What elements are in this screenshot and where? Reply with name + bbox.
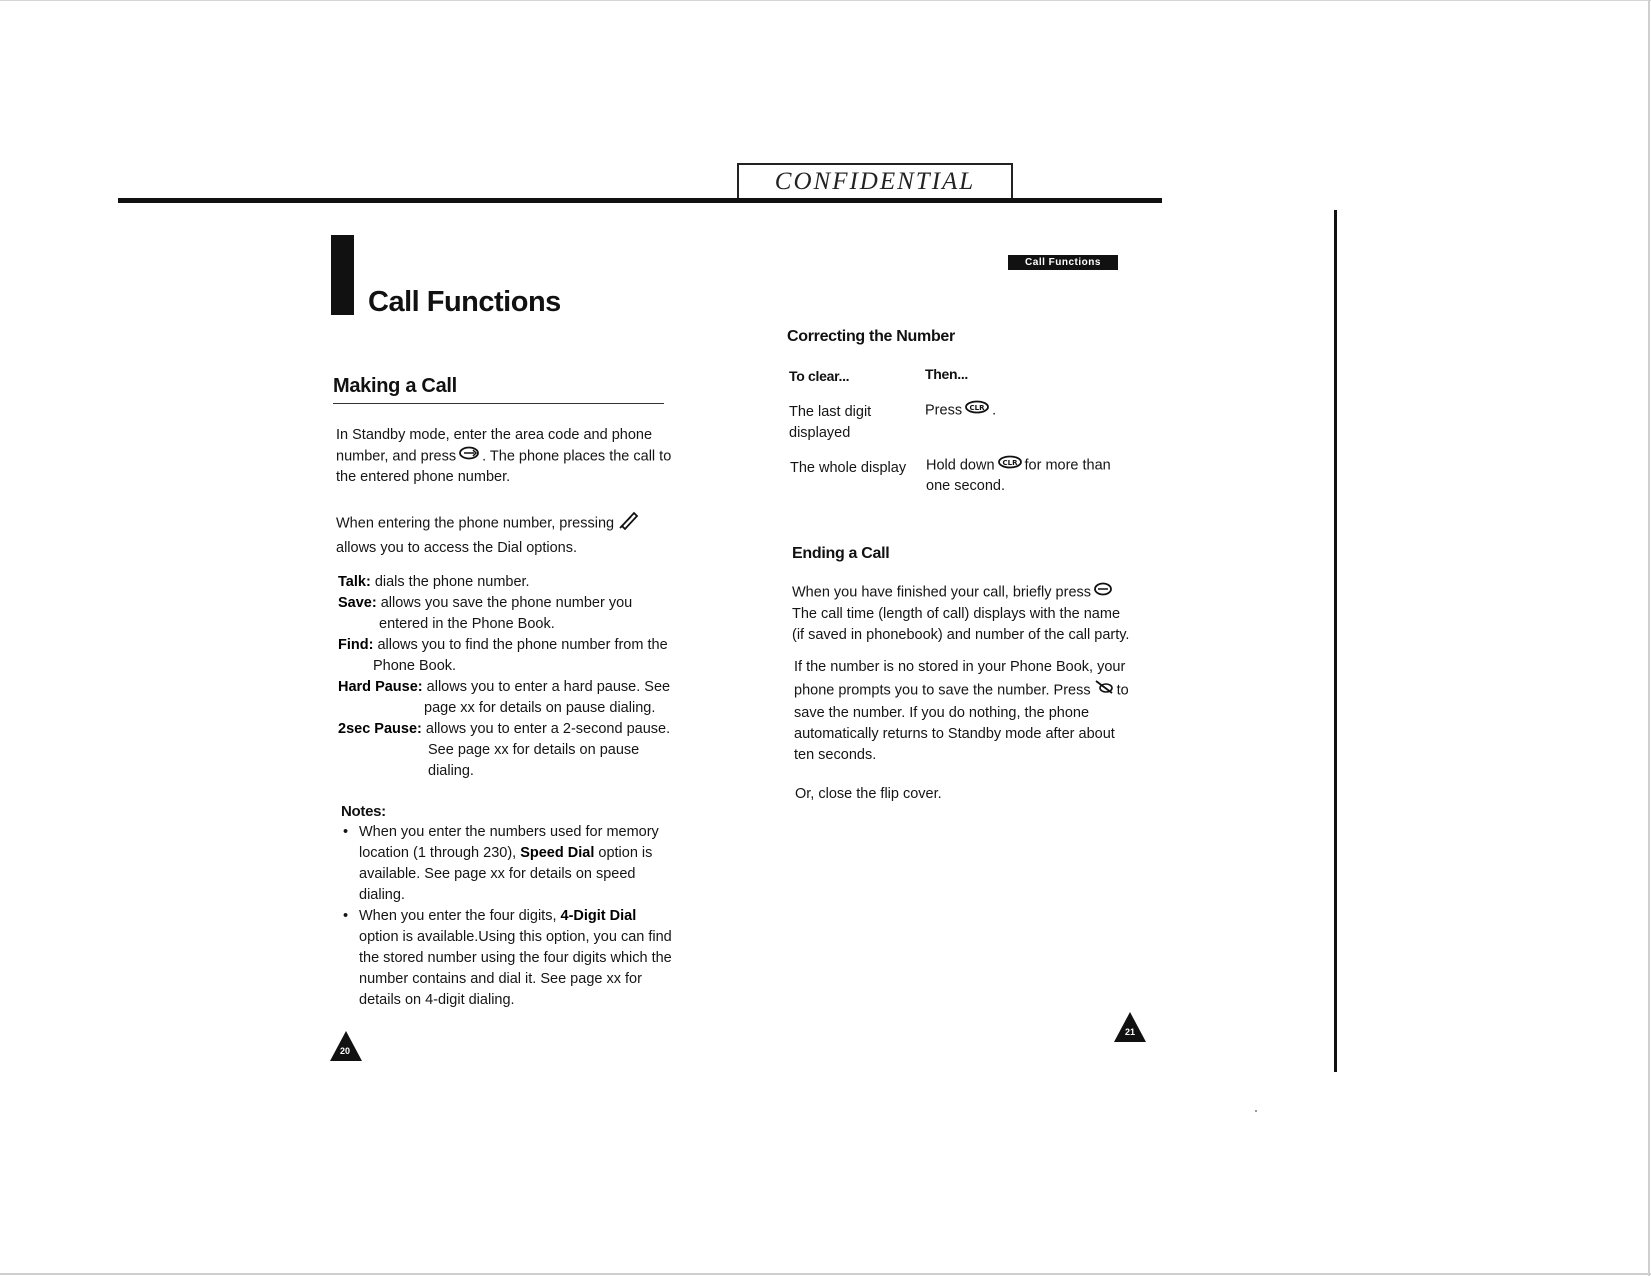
- svg-text:CLR: CLR: [969, 404, 985, 412]
- page-number-text: 20: [340, 1046, 351, 1056]
- page-number-right: [1114, 1012, 1146, 1042]
- send-key-icon: [458, 446, 480, 467]
- text-line: When entering the phone number, pressing: [336, 509, 676, 538]
- section-heading-making-a-call: Making a Call: [333, 375, 457, 397]
- page-number-left: [330, 1031, 362, 1061]
- save-key-icon: [1093, 678, 1115, 703]
- option-2sec-pause-cont: See page xx for details on pause: [428, 742, 640, 758]
- section-heading-ending: Ending a Call: [792, 545, 890, 562]
- section-underline: [333, 403, 664, 404]
- option-save-cont: entered in the Phone Book.: [379, 616, 555, 632]
- making-call-paragraph-1: [336, 425, 676, 488]
- option-save: Save: allows you save the phone number you: [338, 595, 633, 611]
- option-talk: Talk: dials the phone number.: [338, 574, 530, 590]
- option-2sec-pause-cont2: dialing.: [428, 763, 474, 779]
- page-right-border: [1334, 210, 1337, 1072]
- table-header-then: Then...: [925, 366, 969, 382]
- text-line: number, and press . The phone places the call to: [336, 446, 676, 467]
- menu-key-icon: [616, 509, 640, 538]
- option-hard-pause-cont: page xx for details on pause dialing.: [424, 700, 656, 716]
- chapter-tab-badge: Call Functions: [1008, 255, 1118, 270]
- note-item: • When you enter the numbers used for memory location (1 through 230), Speed Dial option is available. See page xx for details on speed dialing.: [341, 822, 681, 906]
- ending-paragraph-3: Or, close the flip cover.: [795, 786, 942, 802]
- header-rule: [118, 198, 1162, 203]
- text-line: the entered phone number.: [336, 469, 511, 486]
- end-key-icon: [1093, 581, 1113, 604]
- option-find: Find: allows you to find the phone number from the: [338, 637, 668, 653]
- table-header-to-clear: To clear...: [789, 368, 850, 384]
- option-2sec-pause: 2sec Pause: allows you to enter a 2-second pause.: [338, 721, 671, 737]
- page-number-text: 21: [1125, 1027, 1136, 1037]
- text-line: allows you to access the Dial options.: [336, 540, 577, 556]
- svg-text:CLR: CLR: [1002, 459, 1018, 467]
- scan-edge-right: [1648, 0, 1650, 1276]
- text-line: In Standby mode, enter the area code and phone: [336, 427, 653, 443]
- note-item: • When you enter the four digits, 4-Digit Dial option is available.Using this option, you can find the stored number using the four digits which the number contains and dial it. See page xx for details on 4-digit dialing.: [341, 906, 681, 1011]
- notes-list: [341, 822, 681, 1011]
- making-call-paragraph-2: [336, 509, 676, 559]
- table-row1-then: Press CLR .: [925, 400, 996, 421]
- scan-edge-bottom: [0, 1273, 1651, 1275]
- option-find-cont: Phone Book.: [373, 658, 457, 674]
- table-row1-to-clear: The last digit displayed: [789, 404, 872, 441]
- ending-paragraph-1: When you have finished your call, briefly press The call time (length of call) displays with the name (if saved in phonebook) and number of the call party.: [792, 581, 1132, 646]
- chapter-title: Call Functions: [368, 286, 561, 318]
- scan-speck: [1255, 1110, 1257, 1112]
- table-row2-to-clear: The whole display: [790, 460, 907, 476]
- option-hard-pause: Hard Pause: allows you to enter a hard pause. See: [338, 679, 671, 695]
- ending-paragraph-2: If the number is no stored in your Phone Book, your phone prompts you to save the number. Press to save the number. If you do nothing, the phone automatically returns to Standby mode after about ten seconds.: [794, 659, 1129, 763]
- chapter-marker-bar: [331, 235, 354, 315]
- clr-key-icon: [997, 455, 1023, 476]
- notes-heading: Notes:: [341, 803, 386, 820]
- confidential-stamp: CONFIDENTIAL: [737, 163, 1013, 198]
- section-heading-correcting: Correcting the Number: [787, 328, 955, 345]
- clr-key-icon: [964, 400, 990, 421]
- scan-edge-top: [0, 0, 1651, 1]
- table-row2-then: Hold down CLR for more than one second.: [926, 455, 1146, 497]
